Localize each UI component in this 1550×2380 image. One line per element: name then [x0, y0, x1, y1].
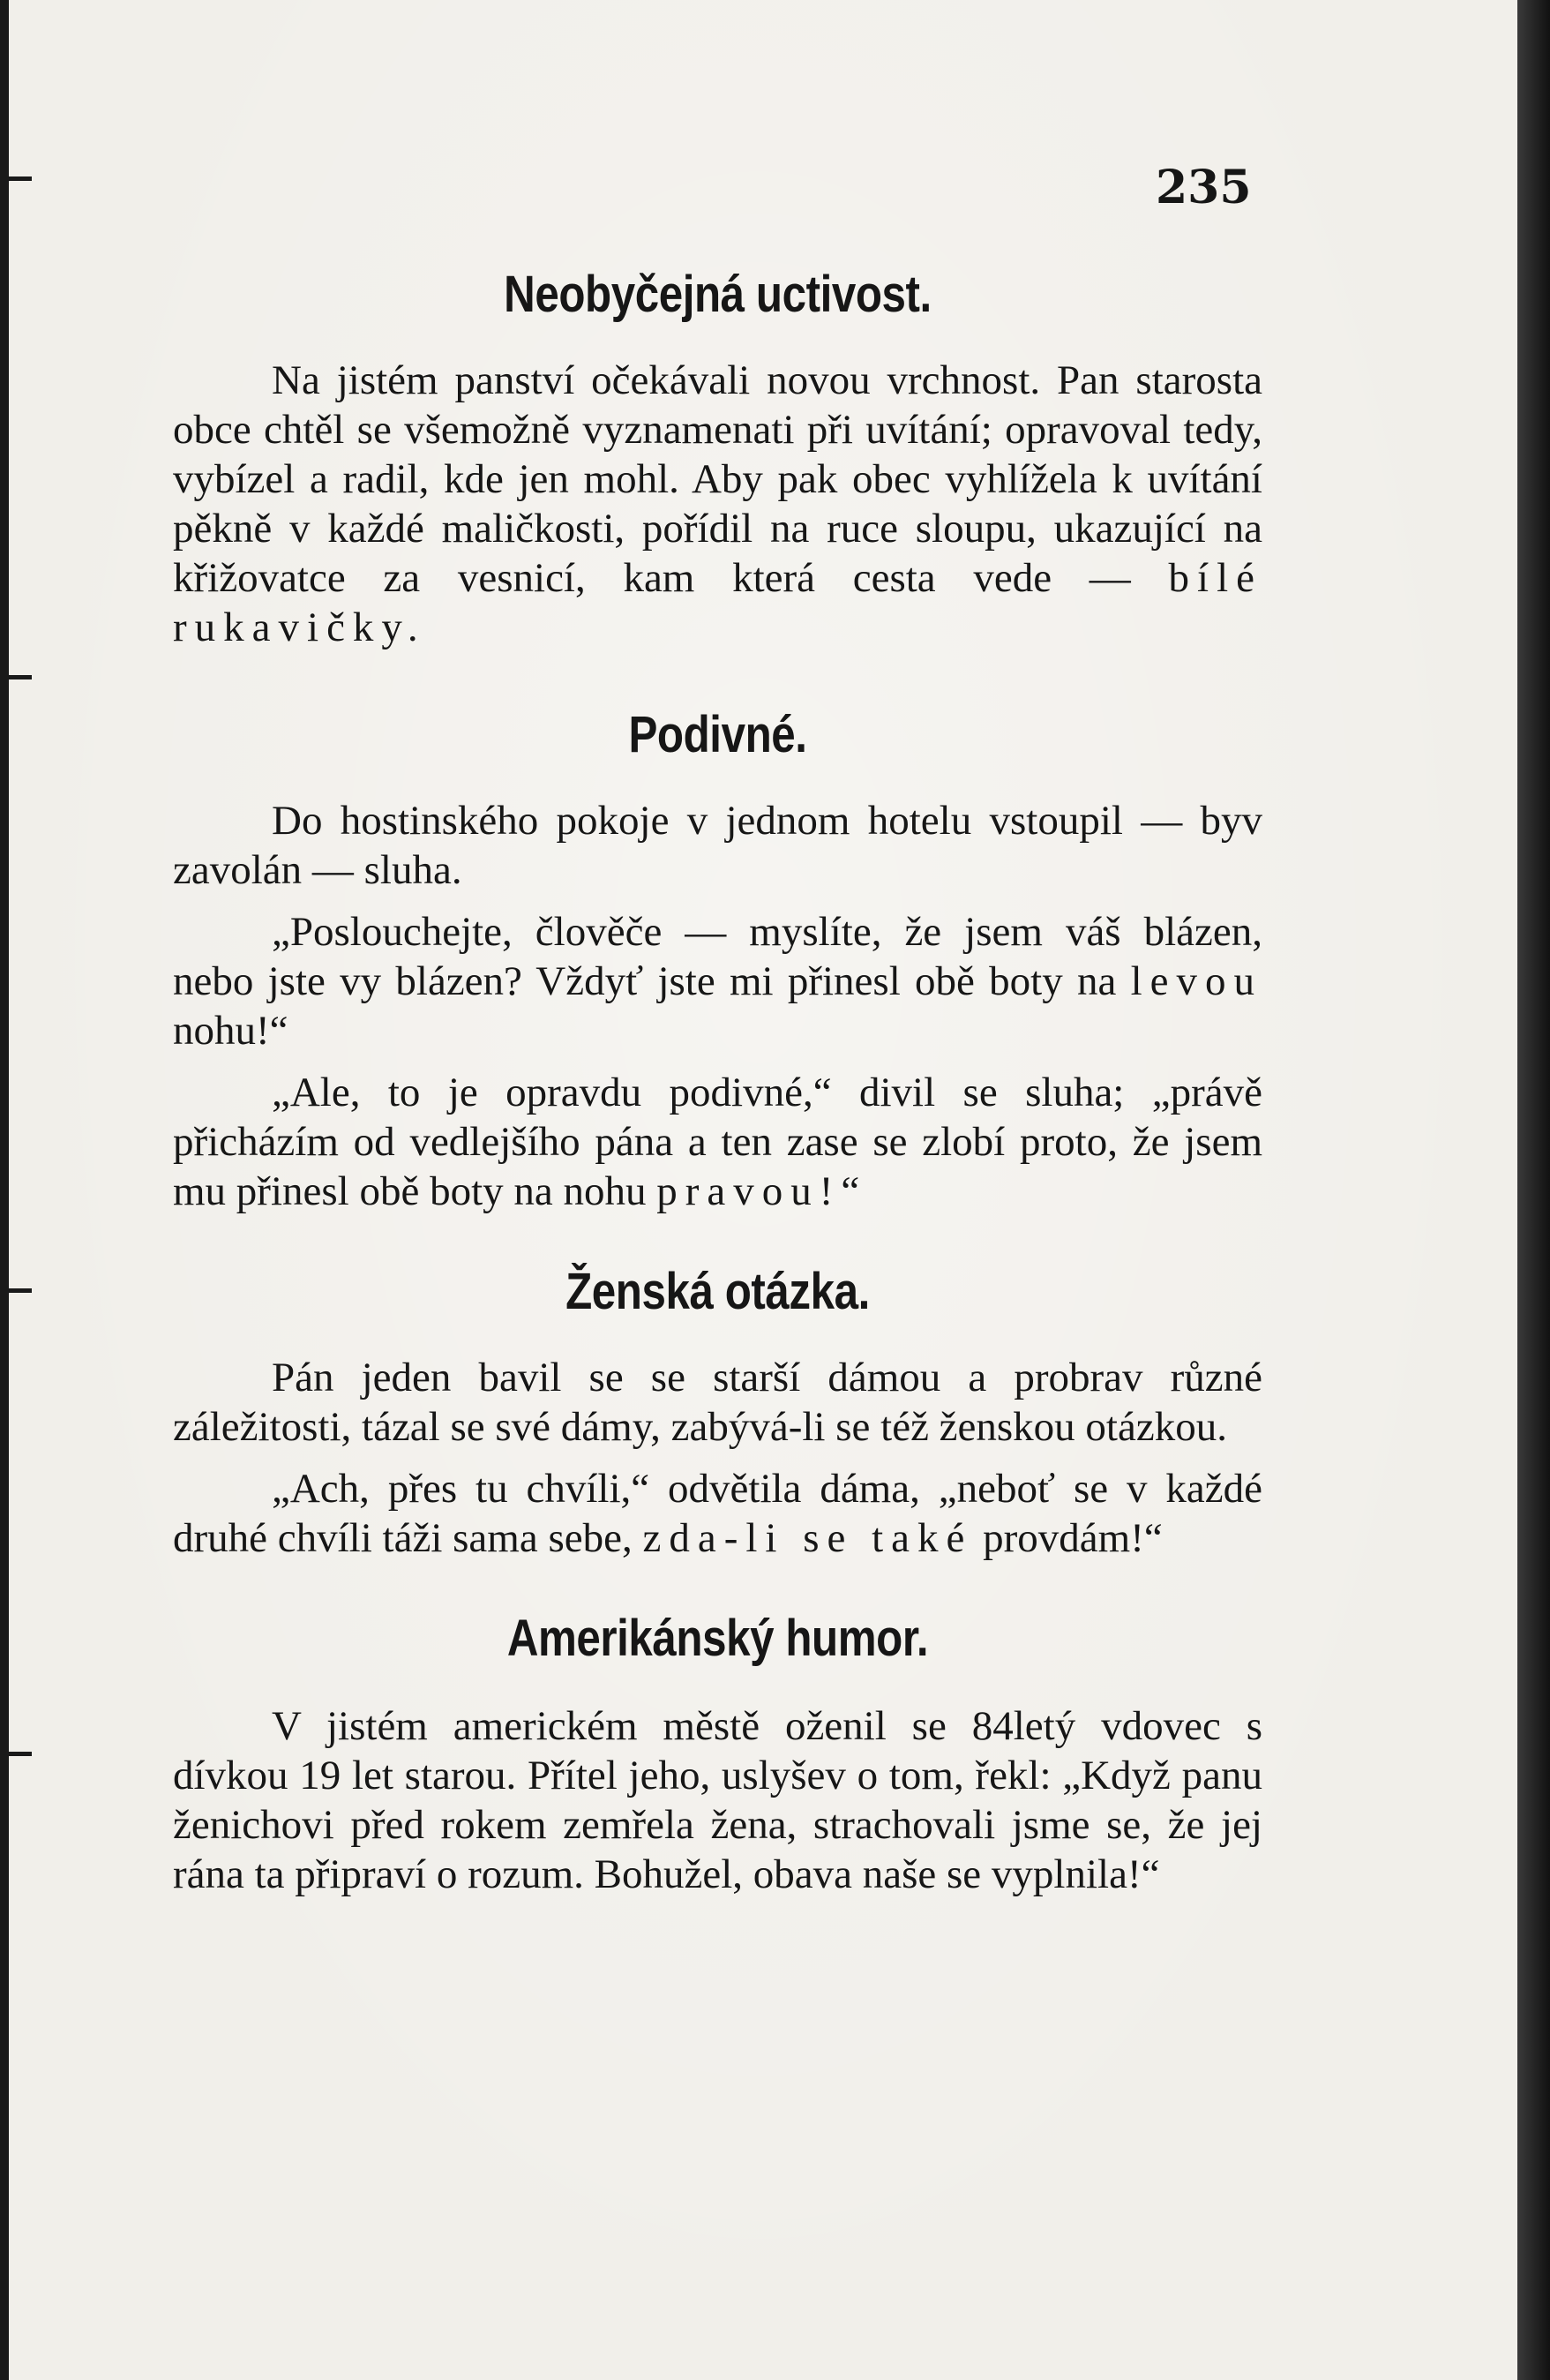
paragraph	[173, 1353, 1262, 1452]
binding-mark	[0, 1288, 32, 1293]
text-run: nohu!“	[173, 1008, 288, 1054]
text-run: „Poslouchejte, člověče — myslíte, že jsem váš blázen, nebo jste vy blázen? Vždyť jste mi přinesl obě boty na	[173, 909, 1262, 1004]
text-run: Pán jeden bavil se se starší dámou a probrav různé záležitosti, tázal se své dámy, zabývá-li se též ženskou otázkou.	[173, 1355, 1262, 1450]
section-heading: Podivné.	[628, 706, 807, 763]
spaced-emphasis: levou	[1130, 958, 1262, 1004]
paragraph	[173, 356, 1262, 652]
paragraph	[173, 907, 1262, 1055]
paragraph	[173, 1701, 1262, 1899]
binding-mark	[0, 176, 32, 181]
binding-mark	[0, 675, 32, 679]
spaced-emphasis: zda-li se také	[642, 1515, 973, 1561]
section-heading: Ženská otázka.	[565, 1263, 870, 1320]
section-heading: Neobyčejná uctivost.	[504, 266, 932, 323]
text-run: „Ale, to je opravdu podivné,“ divil se sluha; „právě přicházím od vedlejšího pána a ten zase se zlobí proto, že jsem mu přinesl obě boty na nohu	[173, 1070, 1262, 1214]
text-run: provdám!“	[972, 1515, 1163, 1561]
paragraph	[173, 1464, 1262, 1563]
page-shadow-edge	[1517, 0, 1550, 2380]
spaced-emphasis: pravou!“	[656, 1168, 868, 1214]
paragraph	[173, 796, 1262, 895]
text-run: Do hostinského pokoje v jednom hotelu vstoupil — byv zavolán — sluha.	[173, 798, 1262, 893]
text-run: „Ach, přes tu chvíli,“ odvětila dáma, „neboť se v každé druhé chvíli táži sama sebe,	[173, 1466, 1262, 1561]
text-run: V jistém americkém městě oženil se 84letý vdovec s dívkou 19 let starou. Přítel jeho, uslyšev o tom, řekl: „Když panu ženichovi před rokem zemřela žena, strachovali jsme se, že jej rána ta připraví o rozum. Bohužel, obava naše se vyplnila!“	[173, 1703, 1262, 1897]
paragraph	[173, 1068, 1262, 1216]
section-heading: Amerikánský humor.	[506, 1610, 929, 1667]
binding-mark	[0, 1752, 32, 1756]
page-content	[173, 265, 1262, 1899]
text-run: Na jistém panství očekávali novou vrchnost. Pan starosta obce chtěl se všemožně vyznamenati při uvítání; opravoval tedy, vybízel a radil, kde jen mohl. Aby pak obec vyhlížela k uvítání pěkně v každé maličkosti, pořídil na ruce sloupu, ukazující na křižovatce za vesnicí, kam která cesta vede —	[173, 357, 1262, 601]
page-binding-edge	[0, 0, 9, 2380]
page-number: 235	[1156, 161, 1252, 214]
spaced-emphasis: bílé rukavičky.	[173, 555, 1262, 650]
